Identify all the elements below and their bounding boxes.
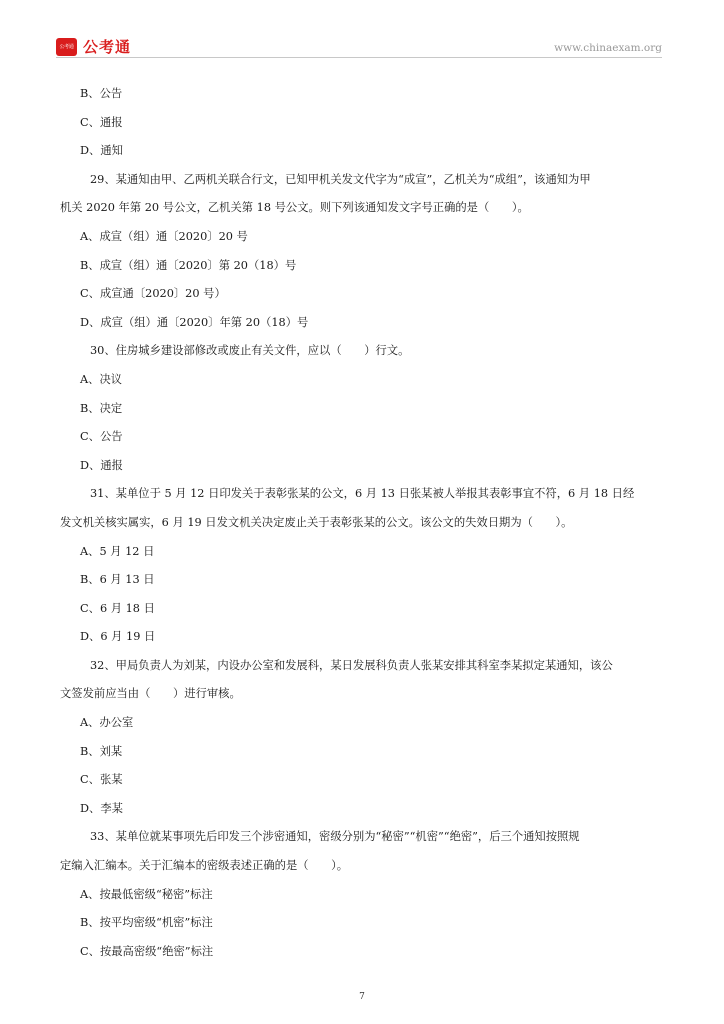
question-text: 30、住房城乡建设部修改或废止有关文件，应以（ ）行文。	[90, 344, 410, 358]
logo-text: 公考通	[83, 38, 132, 56]
answer-option: C、张某	[80, 773, 123, 787]
question-text-continued: 发文机关核实属实，6 月 19 日发文机关决定废止关于表彰张某的公文。该公文的失效日期为（ ）。	[60, 515, 573, 529]
page-header	[56, 34, 662, 60]
answer-option: A、办公室	[80, 716, 134, 730]
question-text: 33、某单位就某事项先后印发三个涉密通知，密级分别为“秘密”“机密”“绝密”，后三个通知按照规	[90, 830, 580, 844]
answer-option: B、6 月 13 日	[80, 573, 155, 587]
answer-option: B、公告	[80, 87, 123, 100]
header-divider	[56, 57, 662, 58]
answer-option: D、通报	[80, 458, 123, 472]
answer-option: B、决定	[80, 401, 123, 415]
answer-option: C、公告	[80, 430, 123, 444]
answer-option: B、按平均密级“机密”标注	[80, 916, 213, 930]
answer-option: C、按最高密级“绝密”标注	[80, 944, 214, 958]
answer-option: B、刘某	[80, 744, 123, 758]
answer-option: D、成宣（组）通〔2020〕年第 20（18）号	[80, 315, 309, 329]
answer-option: A、成宣（组）通〔2020〕20 号	[80, 229, 248, 243]
answer-option: A、5 月 12 日	[80, 544, 155, 558]
answer-option: C、6 月 18 日	[80, 601, 155, 615]
answer-option: D、6 月 19 日	[80, 630, 156, 644]
logo-badge-icon: 公考通	[56, 38, 77, 56]
question-text-continued: 机关 2020 年第 20 号公文，乙机关第 18 号公文。则下列该通知发文字号正确的是（ ）。	[60, 201, 529, 215]
question-text: 29、某通知由甲、乙两机关联合行文，已知甲机关发文代字为“成宣”，乙机关为“成组”，该通知为甲	[90, 172, 591, 186]
answer-option: D、李某	[80, 801, 123, 815]
answer-option: B、成宣（组）通〔2020〕第 20（18）号	[80, 258, 297, 272]
question-text-continued: 文签发前应当由（ ）进行审核。	[60, 687, 241, 701]
answer-option: C、成宣通〔2020〕20 号）	[80, 287, 226, 301]
site-url[interactable]: www.chinaexam.org	[554, 42, 662, 54]
page-number: 7	[359, 992, 365, 1002]
answer-option: C、通报	[80, 115, 123, 129]
document-body	[60, 80, 664, 966]
question-text: 31、某单位于 5 月 12 日印发关于表彰张某的公文，6 月 13 日张某被人举报其表彰事宜不符，6 月 18 日经	[90, 487, 635, 501]
answer-option: D、通知	[80, 144, 123, 158]
answer-option: A、决议	[80, 372, 123, 386]
answer-option: A、按最低密级“秘密”标注	[80, 887, 213, 901]
question-text-continued: 定编入汇编本。关于汇编本的密级表述正确的是（ ）。	[60, 859, 349, 873]
question-text: 32、甲局负责人为刘某，内设办公室和发展科，某日发展科负责人张某安排其科室李某拟定某通知，该公	[90, 658, 613, 672]
logo	[56, 36, 131, 57]
